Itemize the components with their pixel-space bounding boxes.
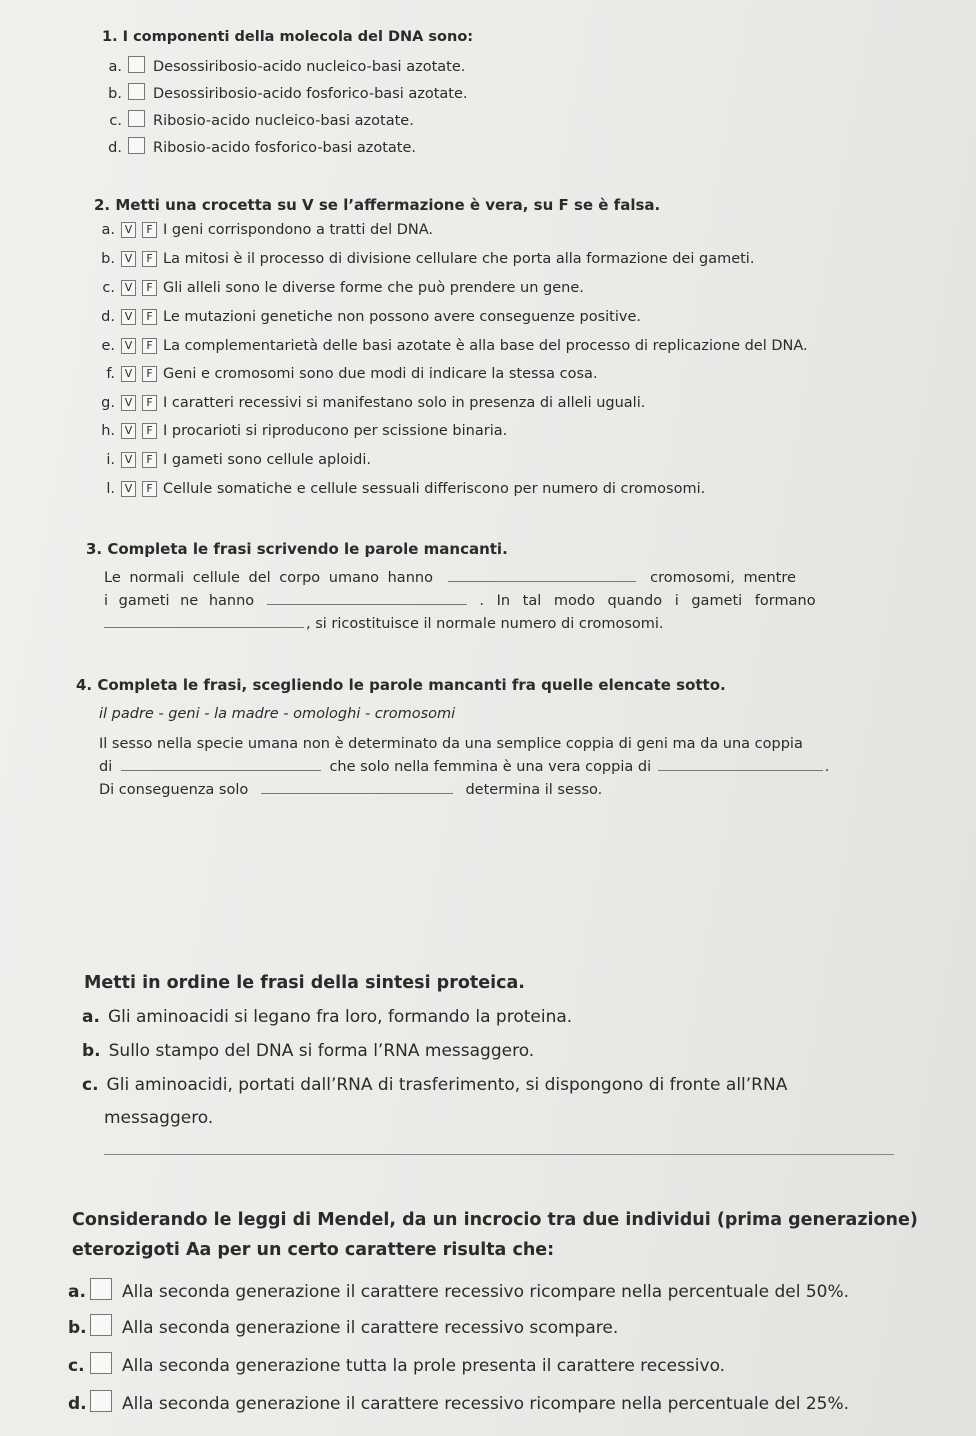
statement-text: I caratteri recessivi si manifestano solo in presenza di alleli uguali.: [163, 395, 646, 411]
q1-option-b[interactable]: [100, 83, 468, 102]
q2-item-d: [93, 309, 641, 325]
option-label: b.: [68, 1318, 87, 1338]
q5-item-c: [82, 1075, 787, 1095]
option-label: a.: [68, 1282, 86, 1302]
true-box[interactable]: V: [121, 452, 136, 468]
checkbox[interactable]: [90, 1314, 112, 1336]
item-label: b.: [82, 1041, 101, 1061]
item-text: Gli aminoacidi si legano fra loro, formando la proteina.: [107, 1007, 573, 1027]
q2-item-a: [93, 222, 433, 238]
option-label: c.: [109, 113, 122, 129]
text: i gameti ne hanno: [104, 593, 255, 609]
blank-input[interactable]: [448, 571, 636, 582]
item-text: Gli aminoacidi, portati dall’RNA di trasferimento, si dispongono di fronte all’RNA: [106, 1075, 788, 1095]
question-6-title-line-1: Considerando le leggi di Mendel, da un incrocio tra due individui (prima generazione): [72, 1210, 918, 1230]
item-label: e.: [101, 338, 115, 354]
q6-option-a[interactable]: [68, 1278, 849, 1302]
blank-input[interactable]: [267, 594, 467, 605]
q4-line-1: Il sesso nella specie umana non è determinato da una semplice coppia di geni ma da una coppia: [99, 736, 803, 752]
option-label: c.: [68, 1356, 85, 1376]
option-label: a.: [108, 59, 122, 75]
q2-item-e: [93, 338, 808, 354]
q5-item-a: [82, 1007, 572, 1027]
q4-line-3: [99, 782, 602, 798]
q3-line-1: [104, 570, 796, 586]
option-label: d.: [108, 140, 122, 156]
q3-line-3: [104, 616, 664, 632]
item-label: b.: [101, 251, 115, 267]
option-text: Alla seconda generazione tutta la prole presenta il carattere recessivo.: [122, 1356, 726, 1376]
false-box[interactable]: F: [142, 481, 157, 497]
q6-option-c[interactable]: [68, 1352, 725, 1376]
statement-text: Gli alleli sono le diverse forme che può prendere un gene.: [163, 280, 584, 296]
blank-input[interactable]: [121, 760, 321, 771]
item-label: a.: [82, 1007, 100, 1027]
question-1-title: 1. I componenti della molecola del DNA sono:: [102, 29, 474, 45]
option-text: Alla seconda generazione il carattere recessivo ricompare nella percentuale del 50%.: [122, 1282, 850, 1302]
text: . In tal modo quando i gameti formano: [479, 593, 816, 609]
item-label: l.: [106, 481, 115, 497]
text: di: [99, 759, 113, 775]
statement-text: Cellule somatiche e cellule sessuali differiscono per numero di cromosomi.: [163, 481, 706, 497]
text: Le normali cellule del corpo umano hanno: [104, 570, 433, 586]
answer-line[interactable]: [104, 1154, 894, 1155]
option-text: Desossiribosio-acido fosforico-basi azotate.: [153, 86, 468, 102]
q2-item-c: [93, 280, 584, 296]
q2-item-i: [93, 452, 371, 468]
statement-text: Geni e cromosomi sono due modi di indicare la stessa cosa.: [163, 366, 598, 382]
item-label: a.: [101, 222, 115, 238]
checkbox[interactable]: [90, 1352, 112, 1374]
checkbox[interactable]: [128, 110, 145, 127]
q4-line-2: [99, 759, 829, 775]
q3-line-2: [104, 593, 816, 609]
blank-input[interactable]: [658, 760, 823, 771]
item-label: h.: [101, 423, 115, 439]
false-box[interactable]: F: [142, 395, 157, 411]
question-2-title: 2. Metti una crocetta su V se l’affermazione è vera, su F se è falsa.: [94, 196, 661, 214]
text: cromosomi, mentre: [650, 570, 796, 586]
checkbox[interactable]: [128, 83, 145, 100]
checkbox[interactable]: [90, 1390, 112, 1412]
text: .: [824, 759, 830, 775]
text: Di conseguenza solo: [99, 782, 249, 798]
true-box[interactable]: V: [121, 366, 136, 382]
statement-text: I geni corrispondono a tratti del DNA.: [163, 222, 434, 238]
true-box[interactable]: V: [121, 481, 136, 497]
checkbox[interactable]: [90, 1278, 112, 1300]
false-box[interactable]: F: [142, 366, 157, 382]
option-text: Desossiribosio-acido nucleico-basi azotate.: [153, 59, 466, 75]
word-bank: il padre - geni - la madre - omologhi - cromosomi: [99, 706, 456, 722]
question-5-title: Metti in ordine le frasi della sintesi proteica.: [84, 973, 525, 993]
blank-input[interactable]: [261, 783, 453, 794]
q2-item-h: [93, 423, 507, 439]
statement-text: Le mutazioni genetiche non possono avere conseguenze positive.: [163, 309, 642, 325]
statement-text: La complementarietà delle basi azotate è alla base del processo di replicazione del DNA.: [163, 338, 808, 354]
question-4-title: 4. Completa le frasi, scegliendo le parole mancanti fra quelle elencate sotto.: [76, 676, 726, 694]
item-label: c.: [82, 1075, 99, 1095]
option-text: Alla seconda generazione il carattere recessivo scompare.: [122, 1318, 619, 1338]
blank-input[interactable]: [104, 617, 304, 628]
item-label: d.: [101, 309, 115, 325]
text: , si ricostituisce il normale numero di cromosomi.: [306, 616, 664, 632]
false-box[interactable]: F: [142, 423, 157, 439]
false-box[interactable]: F: [142, 452, 157, 468]
false-box[interactable]: F: [142, 309, 157, 325]
q2-item-l: [93, 481, 705, 497]
q6-option-b[interactable]: [68, 1314, 618, 1338]
q2-item-b: [93, 251, 754, 267]
true-box[interactable]: V: [121, 338, 136, 354]
option-label: d.: [68, 1394, 87, 1414]
q2-item-g: [93, 395, 645, 411]
option-text: Alla seconda generazione il carattere recessivo ricompare nella percentuale del 25%.: [122, 1394, 850, 1414]
item-label: f.: [106, 366, 115, 382]
item-text: Sullo stampo del DNA si forma l’RNA messaggero.: [108, 1041, 535, 1061]
q5-item-b: [82, 1041, 534, 1061]
q1-option-d[interactable]: [100, 137, 416, 156]
option-label: b.: [108, 86, 122, 102]
true-box[interactable]: V: [121, 395, 136, 411]
true-box[interactable]: V: [121, 309, 136, 325]
q5-item-c-continued: messaggero.: [104, 1108, 214, 1128]
true-box[interactable]: V: [121, 222, 136, 238]
false-box[interactable]: F: [142, 251, 157, 267]
text: determina il sesso.: [465, 782, 603, 798]
item-label: i.: [106, 452, 115, 468]
option-text: Ribosio-acido nucleico-basi azotate.: [153, 113, 414, 129]
true-box[interactable]: V: [121, 423, 136, 439]
true-box[interactable]: V: [121, 280, 136, 296]
option-text: Ribosio-acido fosforico-basi azotate.: [153, 140, 416, 156]
item-label: c.: [102, 280, 115, 296]
q1-option-c[interactable]: [100, 110, 414, 129]
question-3-title: 3. Completa le frasi scrivendo le parole mancanti.: [86, 540, 508, 558]
checkbox[interactable]: [128, 137, 145, 154]
false-box[interactable]: F: [142, 338, 157, 354]
question-6-title-line-2: eterozigoti Aa per un certo carattere risulta che:: [72, 1240, 555, 1260]
true-box[interactable]: V: [121, 251, 136, 267]
text: che solo nella femmina è una vera coppia di: [329, 759, 652, 775]
q6-option-d[interactable]: [68, 1390, 849, 1414]
q1-option-a[interactable]: [100, 56, 465, 75]
false-box[interactable]: F: [142, 222, 157, 238]
false-box[interactable]: F: [142, 280, 157, 296]
statement-text: I gameti sono cellule aploidi.: [163, 452, 371, 468]
checkbox[interactable]: [128, 56, 145, 73]
q2-item-f: [93, 366, 598, 382]
statement-text: La mitosi è il processo di divisione cellulare che porta alla formazione dei gameti.: [163, 251, 755, 267]
item-label: g.: [101, 395, 115, 411]
statement-text: I procarioti si riproducono per scissione binaria.: [163, 423, 508, 439]
